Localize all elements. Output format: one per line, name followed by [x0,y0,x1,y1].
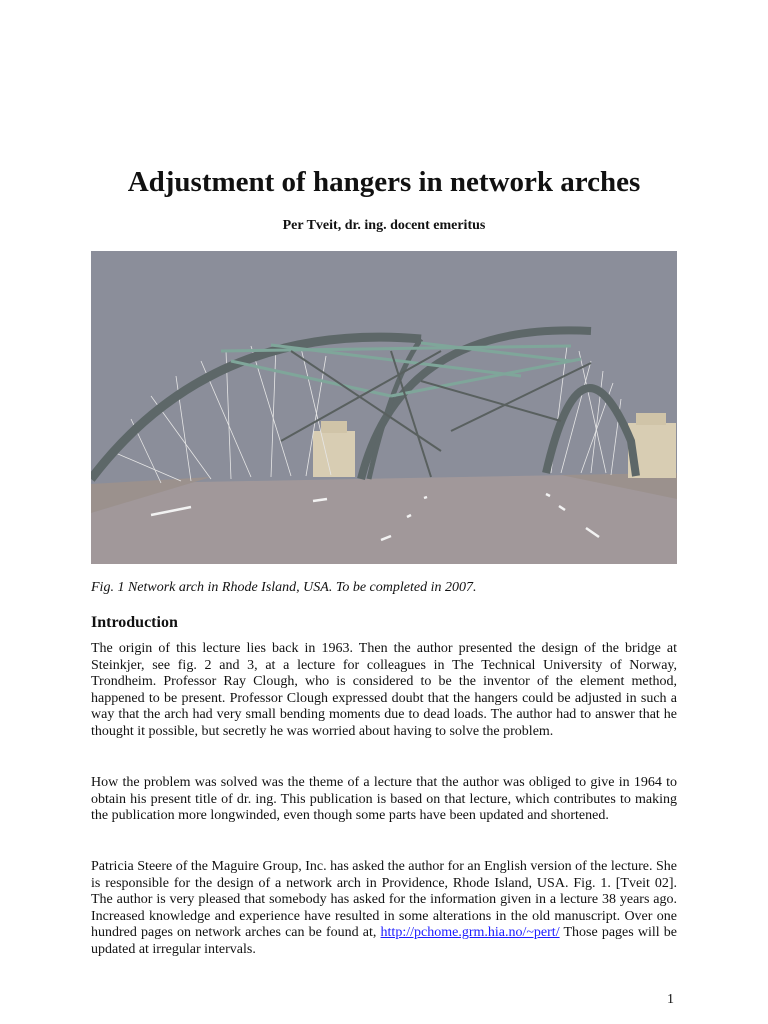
body-paragraph: How the problem was solved was the theme of a lecture that the author was obliged to give in 1964 to obtain his present title of dr. ing. This publication is based on that lecture, which contributes to making the publication more longwinded, even though some parts have been updated and shortened. [91,775,677,824]
paragraph-text: Patricia Steere of the Maguire Group, Inc. has asked the author for an English version of the lecture. She is responsible for the design of a network arch in Providence, Rhode Island, USA. Fig. 1. [Tveit 02]. The author is very pleased that somebody has asked for the information given in a lecture 38 years ago. Increased knowledge and experience have resulted in some alterations in the old manuscript. Over one hundred pages on network arches can be found at, [91,859,677,941]
network-arch-bridge-illustration [91,251,677,564]
body-paragraph: The origin of this lecture lies back in 1963. Then the author presented the design of the bridge at Steinkjer, see fig. 2 and 3, at a lecture for colleagues in The Technical University of Norway, Trondheim. Professor Ray Clough, who is considered to be the inventor of the element method, happened to be present. Professor Clough expressed doubt that the hangers could be adjusted in such a way that the arch had very small bending moments due to dead loads. The author had to answer that he thought it possible, but secretly he was worried about having to solve the problem. [91,641,677,739]
road-deck [91,473,677,564]
section-heading-introduction: Introduction [91,614,178,631]
figure-caption: Fig. 1 Network arch in Rhode Island, USA. To be completed in 2007. [91,580,477,595]
paragraph-text: Those pages will be updated at irregular intervals. [91,925,677,957]
body-paragraph [91,859,677,959]
author-line: Per Tveit, dr. ing. docent emeritus [282,218,486,233]
page-number: 1 [667,992,674,1007]
homepage-link[interactable]: http://pchome.grm.hia.no/~pert/ [380,925,560,941]
bridge-figure [91,251,677,564]
paper-title: Adjustment of hangers in network arches [127,166,641,198]
